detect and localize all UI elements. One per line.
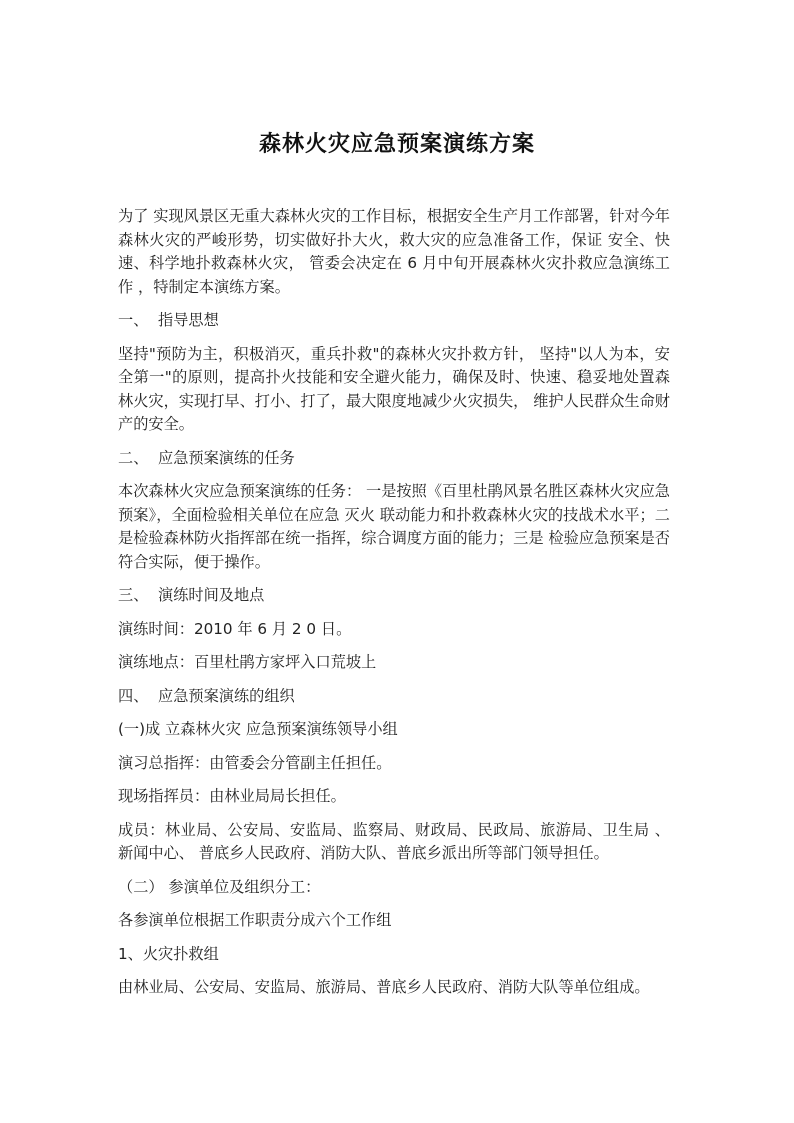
group-members: 成员：林业局、公安局、安监局、监察局、财政局、民政局、旅游局、卫生局 、 新闻中心、 普底乡人民政府、消防大队、普底乡派出所等部门领导担任。: [118, 820, 670, 862]
section-heading-4: [118, 685, 670, 709]
fire-fighting-group-heading: 1、火灾扑救组: [118, 944, 219, 963]
intro-paragraph: 为了 实现风景区无重大森林火灾的工作目标，根据安全生产月工作部署，针对今年森林火灾的严峻形势，切实做好扑大火，救大灾的应急准备工作，保证 安全、快速、科学地扑救森林火灾， 管委会决定在 6 月中旬开展森林火灾扑救应急演练工作 ，特制定本演练方案。: [118, 207, 670, 296]
chief-commander: 演习总指挥：由管委会分管副主任担任。: [118, 753, 392, 772]
section-paragraph: 本次森林火灾应急预案演练的任务： 一是按照《百里杜鹃风景名胜区森林火灾应急预案》，全面检验相关单位在应急 灭火 联动能力和扑救森林火灾的技战术水平；二是检验森林防火指挥部在统一指挥，综合调度方面的能力；三是 检验应急预案是否符合实际，便于操作。: [118, 482, 670, 571]
section-heading-2: [118, 447, 670, 471]
section-paragraph: 坚持"预防为主，积极消灭，重兵扑救"的森林火灾扑救方针， 坚持"以人为本，安全第一"的原则，提高扑火技能和安全避火能力，确保及时、快速、稳妥地处置森林火灾，实现打早、打小、打了，最大限度地减少火灾损失， 维护人民群众生命财产的安全。: [118, 344, 670, 433]
section-title: 应急预案演练的任务: [158, 448, 295, 467]
section-heading-1: [118, 309, 670, 333]
field-commander: 现场指挥员：由林业局局长担任。: [118, 787, 346, 805]
section-number: 一、: [118, 311, 149, 329]
fire-fighting-group-members: 由林业局、公安局、安监局、旅游局、普底乡人民政府、消防大队等单位组成。: [118, 978, 650, 996]
working-groups-intro: 各参演单位根据工作职责分成六个工作组: [118, 911, 392, 929]
document-body: [118, 205, 670, 1010]
section-heading-3: [118, 584, 670, 608]
subsection-participating-units: （二） 参演单位及组织分工：: [118, 877, 321, 896]
section-title: 应急预案演练的组织: [158, 686, 295, 705]
subsection-leadership-group: (一)成 立森林火灾 应急预案演练领导小组: [118, 720, 398, 738]
drill-time: 演练时间：2010 年 6 月 2 0 日。: [118, 619, 352, 638]
drill-location: 演练地点：百里杜鹃方家坪入口荒坡上: [118, 653, 377, 671]
document-title: 森林火灾应急预案演练方案: [258, 131, 535, 157]
section-number: 二、: [118, 448, 149, 467]
section-number: 三、: [118, 586, 149, 604]
section-number: 四、: [118, 686, 149, 705]
section-title: 演练时间及地点: [158, 586, 265, 604]
section-title: 指导思想: [158, 311, 219, 329]
